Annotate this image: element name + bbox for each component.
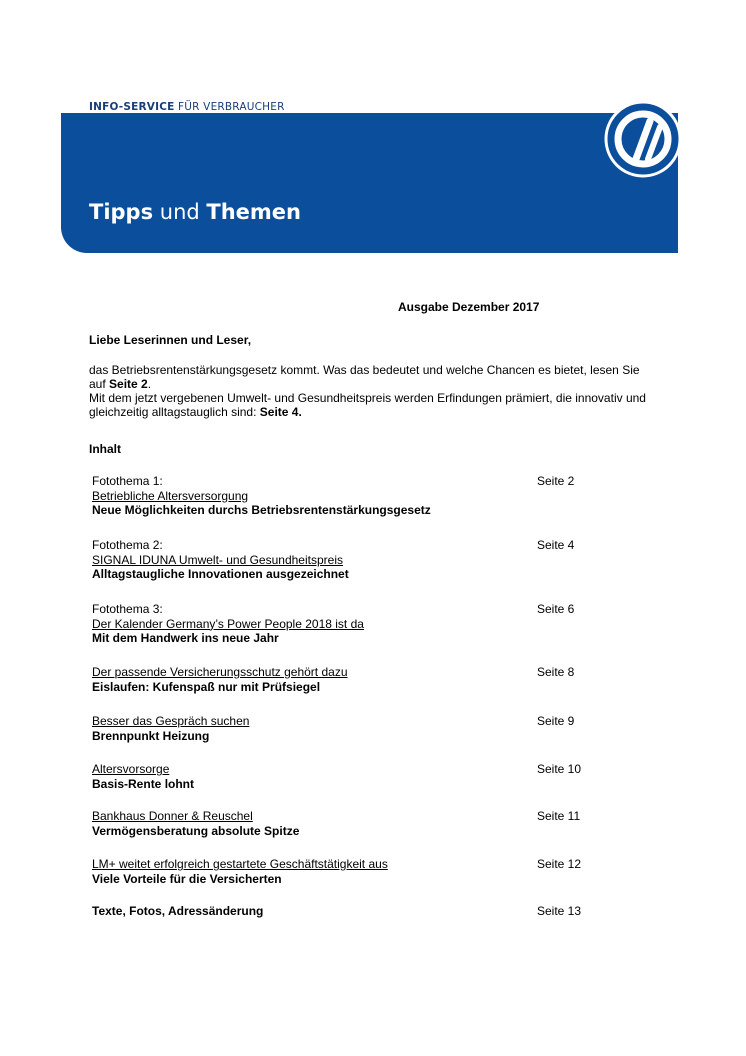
toc-entry-subtitle: Brennpunkt Heizung: [92, 728, 210, 743]
toc-entry: [92, 857, 612, 886]
toc-entry-page: Seite 8: [537, 665, 575, 679]
toc-entry: [92, 904, 612, 919]
toc-entry-label: Fotothema 3:: [92, 602, 163, 616]
toc-entry-link[interactable]: Bankhaus Donner & Reuschel: [92, 809, 253, 823]
issue-date: Ausgabe Dezember 2017: [398, 300, 540, 314]
toc-entry-subtitle: Mit dem Handwerk ins neue Jahr: [92, 631, 279, 645]
toc-entry-subtitle: Neue Möglichkeiten durchs Betriebsrentenstärkungsgesetz: [92, 503, 431, 517]
toc-entry: [92, 602, 612, 646]
banner-title-mid: und: [153, 200, 207, 224]
toc-entry-page: Seite 9: [537, 714, 575, 728]
banner-title: [89, 200, 301, 224]
toc-entry-page: Seite 6: [537, 602, 575, 616]
toc-entry-subtitle: Alltagstaugliche Innovationen ausgezeichnet: [92, 567, 349, 581]
toc-entry-link[interactable]: Besser das Gespräch suchen: [92, 714, 250, 728]
intro-p1-a: das Betriebsrentenstärkungsgesetz kommt. Was das bedeutet und welche Chancen es bietet, lesen Sie auf: [89, 363, 640, 391]
toc-entry-link[interactable]: Der passende Versicherungsschutz gehört dazu: [92, 665, 348, 679]
toc-entry-subtitle: Viele Vorteile für die Versicherten: [92, 871, 282, 886]
toc-entry-subtitle: Vermögensberatung absolute Spitze: [92, 823, 300, 838]
toc-entry: [92, 762, 612, 791]
header-banner: [61, 113, 678, 253]
banner-title-bold-1: Tipps: [89, 200, 154, 224]
toc-entry: [92, 665, 612, 694]
intro-p2-a: Mit dem jetzt vergebenen Umwelt- und Gesundheitspreis werden Erfindungen prämiert, die innovativ und gleichzeitig alltagstauglich sind:: [89, 391, 646, 419]
toc-entry: [92, 474, 612, 518]
toc-entry-page: Seite 4: [537, 538, 575, 552]
intro-text: [89, 363, 649, 419]
toc-entry-link[interactable]: Betriebliche Altersversorgung: [92, 488, 249, 503]
intro-p2-b: Seite 4.: [259, 405, 302, 419]
toc-entry: [92, 538, 612, 582]
toc-heading: Inhalt: [89, 442, 121, 456]
intro-paragraph-1: [89, 363, 649, 391]
toc-entry: [92, 809, 612, 838]
intro-p1-b: Seite 2: [109, 377, 148, 391]
toc-entry-link[interactable]: LM+ weitet erfolgreich gestartete Geschäftstätigkeit aus: [92, 857, 388, 871]
toc-entry: [92, 714, 612, 743]
toc-entry-link[interactable]: Der Kalender Germany’s Power People 2018 ist da: [92, 616, 364, 631]
greeting: Liebe Leserinnen und Leser,: [89, 333, 252, 347]
toc-entry-link[interactable]: Altersvorsorge: [92, 762, 170, 776]
intro-paragraph-2: [89, 391, 649, 419]
toc-entry-subtitle: Basis-Rente lohnt: [92, 776, 195, 791]
toc-entry-page: Seite 13: [537, 904, 582, 918]
service-line: [89, 101, 285, 113]
signal-iduna-logo-icon: [603, 99, 683, 179]
intro-p1-c: .: [147, 377, 152, 391]
toc-entry-subtitle: Texte, Fotos, Adressänderung: [92, 904, 264, 918]
toc-entry-page: Seite 2: [537, 474, 575, 488]
toc-entry-subtitle: Eislaufen: Kufenspaß nur mit Prüfsiegel: [92, 679, 321, 694]
toc-entry-page: Seite 11: [537, 809, 581, 823]
toc-entry-label: Fotothema 1:: [92, 474, 163, 488]
toc-entry-label: Fotothema 2:: [92, 538, 163, 552]
service-line-bold: INFO-SERVICE: [89, 101, 175, 113]
toc-entry-page: Seite 10: [537, 762, 582, 776]
toc-entry-link[interactable]: SIGNAL IDUNA Umwelt- und Gesundheitspreis: [92, 552, 343, 567]
banner-title-bold-2: Themen: [206, 200, 301, 224]
toc-entry-page: Seite 12: [537, 857, 582, 871]
service-line-rest: FÜR VERBRAUCHER: [174, 101, 285, 113]
